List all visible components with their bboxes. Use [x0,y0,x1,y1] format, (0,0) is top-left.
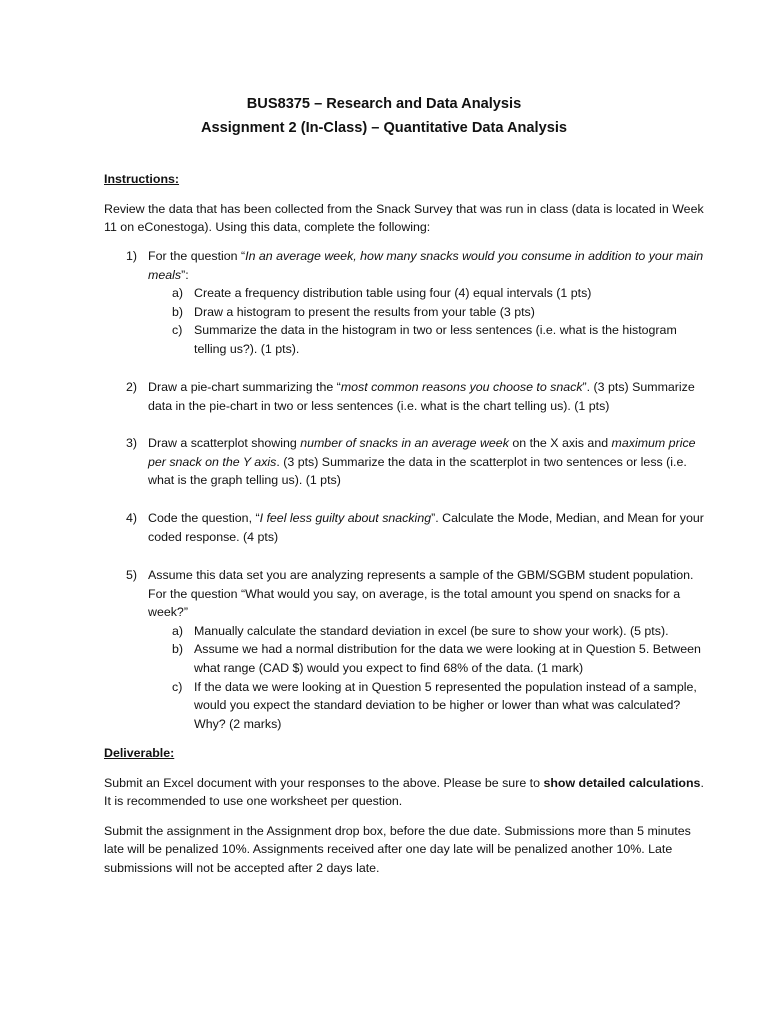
course-title: BUS8375 – Research and Data Analysis [246,96,522,112]
question-3 [126,434,706,490]
deliverable-paragraph-1: Submit an Excel document with your responses to the above. Please be sure to show detailed calculations. It is recommended to use one worksheet per question. [104,775,704,809]
deliverable-heading: Deliverable: [104,746,175,760]
question-number: 3) [126,436,138,450]
question-5 [126,566,706,733]
question-number: 1) [126,249,138,263]
deliverable-section [104,744,704,878]
question-number: 4) [126,511,138,525]
sub-item: b) Assume we had a normal distribution for the data we were looking at in Question 5. Between what range (CAD $) would you expect to find 68% of the data. (1 mark) [172,642,701,675]
question-text: Draw a pie-chart summarizing the “most common reasons you choose to snack”. (3 pts) Summarize data in the pie-chart in two or less sentences (i.e. what is the chart telling us). (1 pts) [148,380,695,413]
question-text: Code the question, “I feel less guilty about snacking”. Calculate the Mode, Median, and Mean for your coded response. (4 pts) [148,511,704,544]
question-emphasis: I feel less guilty about snacking [259,511,432,525]
deliverable-paragraph-2: Submit the assignment in the Assignment drop box, before the due date. Submissions more than 5 minutes late will be penalized 10%. Assignments received after one day late will be penalized another 10%. Late submissions will not be accepted after 2 days late. [104,823,691,875]
instructions-intro: Review the data that has been collected from the Snack Survey that was run in class (data is located in Week 11 on eConestoga). Using this data, complete the following: [104,201,704,235]
instructions-section [104,170,704,237]
question-number: 5) [126,568,138,582]
question-text: Assume this data set you are analyzing represents a sample of the GBM/SGBM student population. For the question “What would you say, on average, is the total amount you spend on snacks for a week?” [148,568,694,620]
sub-item: c) If the data we were looking at in Question 5 represented the population instead of a sample, would you expect the standard deviation to be higher or lower than what was calculated? Why? (2 marks) [172,679,697,731]
assignment-title: Assignment 2 (In-Class) – Quantitative Data Analysis [200,120,568,136]
sub-item: a) Create a frequency distribution table using four (4) equal intervals (1 pts) [172,286,592,301]
emphasis-bold: show detailed calculations [543,775,701,790]
question-number: 2) [126,380,138,394]
question-emphasis: number of snacks in an average week [300,436,509,450]
question-4 [126,509,706,546]
question-emphasis: In an average week, how many snacks would you consume in addition to your main meals [148,249,704,282]
question-1 [126,247,706,359]
question-text: Draw a scatterplot showing number of snacks in an average week on the X axis and maximum price per snack on the Y axis. (3 pts) Summarize the data in the scatterplot in two sentences or less (i.e. what is the graph telling us). (1 pts) [148,436,696,488]
question-2 [126,378,706,415]
instructions-heading: Instructions: [104,172,180,186]
question-text: For the question “In an average week, how many snacks would you consume in addition to your main meals”: [148,249,704,282]
sub-item: b) Draw a histogram to present the results from your table (3 pts) [172,304,535,319]
sub-item: c) Summarize the data in the histogram in two or less sentences (i.e. what is the histogram telling us?). (1 pts). [172,323,677,356]
question-emphasis: most common reasons you choose to snack [340,380,583,394]
question-emphasis: maximum price per snack on the Y axis [148,436,696,469]
sub-item: a) Manually calculate the standard deviation in excel (be sure to show your work). (5 pts). [172,623,669,638]
